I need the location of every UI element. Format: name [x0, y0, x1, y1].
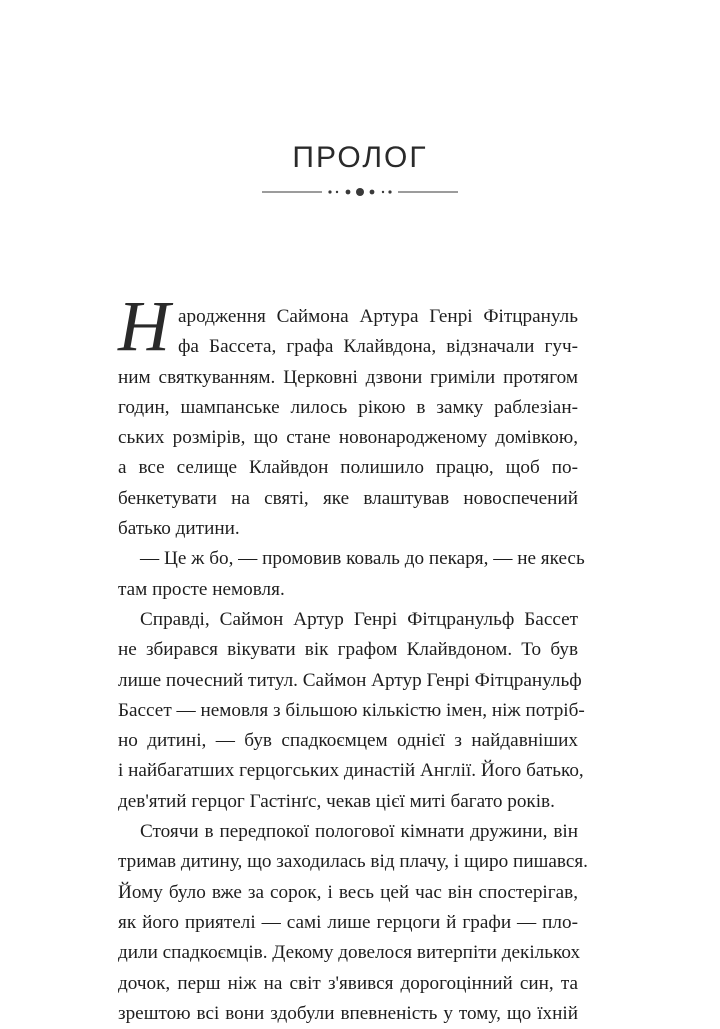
- text-line: тримав дитину, що заходилась від плачу, і щиро пишався.: [118, 851, 588, 873]
- text-line: а все селище Клайвдон полишило працю, щоб по-: [118, 457, 578, 479]
- chapter-title: ПРОЛОГ: [292, 141, 428, 174]
- text-line: — Це ж бо, — промовив коваль до пекаря, — не якесь: [140, 548, 585, 570]
- text-line: батько дитини.: [118, 518, 240, 540]
- drop-cap: Н: [118, 286, 170, 366]
- text-line-part: фа Бассета, графа Клайвдона, відзначали гуч-: [178, 336, 578, 358]
- text-line: ських розмірів, що стане новонародженому домівкою,: [118, 427, 578, 449]
- body-text: [118, 302, 588, 1029]
- ornament-dot: [346, 190, 351, 195]
- text-line: Справді, Саймон Артур Генрі Фітцранульф Бассет: [140, 608, 578, 630]
- text-line: там просте немовля.: [118, 578, 285, 600]
- text-line: Бассет — немовля з більшою кількістю імен, ніж потріб-: [118, 699, 585, 721]
- text-line: лише почесний титул. Саймон Артур Генрі Фітцранульф: [118, 669, 582, 691]
- text-line: зрештою всі вони здобули впевненість у тому, що їхній: [118, 1002, 578, 1024]
- text-line-part: ародження Саймона Артура Генрі Фітцрануль: [178, 306, 578, 327]
- text-line: і найбагатших герцогських династій Англії. Його батько,: [118, 760, 584, 782]
- ornament-dot: [328, 190, 331, 193]
- text-line: дев'ятий герцог Гастінґс, чекав цієї миті багато років.: [118, 790, 555, 812]
- text-line: годин, шампанське лилось рікою в замку раблезіан-: [118, 396, 578, 418]
- text-line: ним святкуванням. Церковні дзвони гриміли протягом: [118, 366, 578, 388]
- ornament-center-dot: [356, 188, 364, 196]
- ornament-dot: [336, 191, 338, 193]
- text-line: но дитині, — був спадкоємцем однієї з найдавніших: [118, 730, 578, 752]
- ornament-divider: [260, 184, 460, 200]
- text-line: Йому було вже за сорок, і весь цей час він спостерігав,: [118, 881, 578, 903]
- text-line: не збирався вікувати вік графом Клайвдоном. То був: [118, 639, 578, 661]
- text-line: як його приятелі — самі лише герцоги й графи — пло-: [118, 911, 578, 933]
- text-line: дочок, перш ніж на світ з'явився дорогоцінний син, та: [118, 972, 578, 994]
- text-line: Стоячи в передпокої пологової кімнати дружини, він: [140, 821, 578, 843]
- ornament-dot: [370, 190, 375, 195]
- text-line: бенкетувати на святі, яке влаштував новоспечений: [118, 487, 578, 509]
- text-line: [118, 332, 578, 362]
- ornament-dot: [382, 191, 384, 193]
- ornament-dot: [388, 190, 391, 193]
- text-line: дили спадкоємців. Декому довелося витерпіти декількох: [118, 942, 581, 964]
- text-line: [118, 302, 578, 332]
